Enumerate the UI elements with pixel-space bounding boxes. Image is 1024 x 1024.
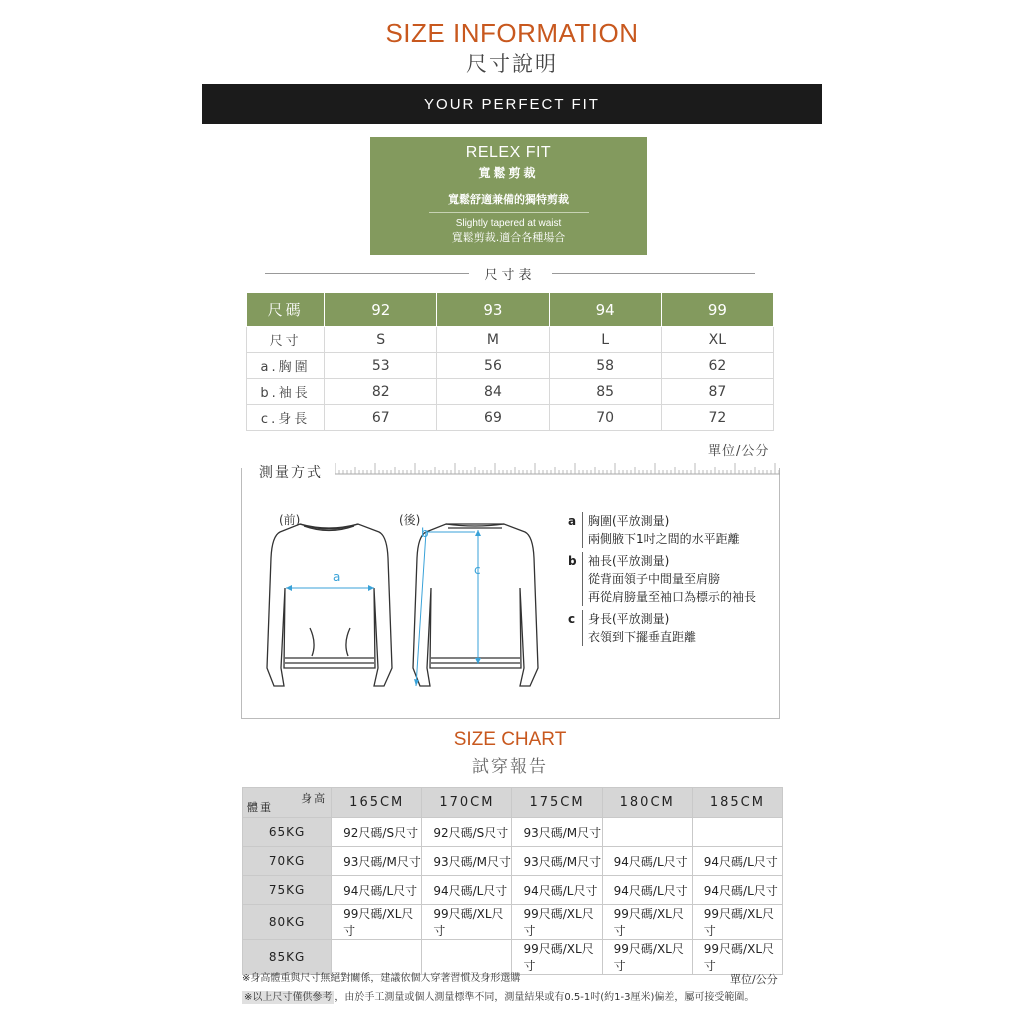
fit-info-box [370,137,647,255]
legend-line: 胸圍(平放測量) [588,514,670,528]
legend-line: 兩側腋下1吋之間的水平距離 [588,532,740,546]
fit-title-en: RELEX FIT [465,144,552,161]
legend-line: 身長(平放測量) [588,612,670,626]
height-header: 170CM [422,788,512,818]
table-cell: 92尺碼/S尺寸 [332,818,422,847]
ruler-decoration [335,463,780,475]
row-label: c.身長 [247,405,325,431]
sweater-back-diagram [408,518,543,693]
table-cell: 82 [325,379,437,405]
table-row [243,905,783,940]
table-row [243,818,783,847]
size-header-label: 尺碼 [247,293,325,327]
table-cell: 70 [549,405,661,431]
table-cell: 67 [325,405,437,431]
size-chart-title-zh: 試穿報告 [472,757,548,777]
table-cell: 93尺碼/M尺寸 [512,818,602,847]
table-row [243,876,783,905]
table-cell: 56 [437,353,549,379]
table-cell: 99尺碼/XL尺寸 [512,940,602,975]
height-header: 165CM [332,788,422,818]
size-header-col: 99 [661,293,773,327]
divider-line-left [265,273,469,274]
back-view-label: (後) [399,513,421,527]
table-cell: 99尺碼/XL尺寸 [692,905,782,940]
perfect-fit-banner: YOUR PERFECT FIT [202,84,822,124]
table-cell: 94尺碼/L尺寸 [512,876,602,905]
table-row [243,847,783,876]
weight-label: 85KG [243,940,332,975]
legend-line: 袖長(平放測量) [588,554,670,568]
table-cell: 94尺碼/L尺寸 [422,876,512,905]
table-row [247,327,774,353]
fit-report-header-row [243,788,783,818]
table-cell: 87 [661,379,773,405]
fit-description: 寬鬆舒適兼備的獨特剪裁 [429,191,589,213]
size-header-col: 94 [549,293,661,327]
table-cell: 94尺碼/L尺寸 [332,876,422,905]
table-cell: 85 [549,379,661,405]
table-row [247,379,774,405]
measurement-disclaimer [242,988,754,1003]
row-label: a.胸圍 [247,353,325,379]
front-view-label: (前) [279,513,301,527]
table-cell: 99尺碼/XL尺寸 [332,905,422,940]
height-header: 175CM [512,788,602,818]
table-cell: S [325,327,437,353]
size-chart-title-en: SIZE CHART [453,729,567,750]
table-cell [602,818,692,847]
table-cell: 94尺碼/L尺寸 [692,876,782,905]
row-label: b.袖長 [247,379,325,405]
table-cell: 93尺碼/M尺寸 [422,847,512,876]
legend-key: c [568,612,576,626]
legend-item-b [568,552,778,606]
weight-label: 70KG [243,847,332,876]
fit-note-en: Slightly tapered at waist [455,218,562,229]
measure-marker-a: a [333,570,341,584]
legend-body [582,552,756,606]
corner-weight-label: 體重 [247,801,273,814]
table-cell: 99尺碼/XL尺寸 [602,940,692,975]
size-table [246,292,774,431]
legend-line: 從背面領子中間量至肩膀 [588,572,721,586]
legend-key: a [568,514,577,528]
weight-label: 75KG [243,876,332,905]
table-cell: 99尺碼/XL尺寸 [422,905,512,940]
weight-label: 80KG [243,905,332,940]
measurement-title: 測量方式 [253,462,329,482]
table-cell: 62 [661,353,773,379]
corner-height-label: 身高 [301,792,328,805]
table-cell [692,818,782,847]
table-cell: 94尺碼/L尺寸 [602,876,692,905]
disclaimer-highlight: ※以上尺寸僅供參考 [244,992,333,1003]
fit-note-zh: 寬鬆剪裁.適合各種場合 [451,231,566,244]
divider-line-right [552,273,756,274]
legend-body [582,610,696,646]
table-row [247,405,774,431]
table-cell: 84 [437,379,549,405]
table-cell: 53 [325,353,437,379]
corner-cell [243,788,332,818]
sweater-front-diagram [262,518,397,693]
row-label: 尺寸 [247,327,325,353]
legend-line: 衣領到下擺垂直距離 [588,630,697,644]
disclaimer-text: ，由於手工測量或個人測量標準不同，測量結果或有0.5-1吋(約1-3厘米)偏差，屬可接受範圍。 [334,992,755,1003]
size-table-header-row [247,293,774,327]
table-cell: L [549,327,661,353]
page-title-zh: 尺寸說明 [466,52,558,76]
table-cell: M [437,327,549,353]
measurement-legend [568,512,778,650]
fit-title-zh: 寬鬆剪裁 [478,166,539,180]
table-row [247,353,774,379]
legend-key: b [568,554,577,568]
size-advice-note: ※身高體重與尺寸無絕對關係，建議依個人穿著習慣及身形選購 [242,973,521,984]
table-cell: 99尺碼/XL尺寸 [512,905,602,940]
table-cell: 72 [661,405,773,431]
size-unit-label: 單位/公分 [708,444,770,459]
size-table-heading [265,263,755,283]
page-title-en: SIZE INFORMATION [385,18,639,48]
table-cell: 93尺碼/M尺寸 [332,847,422,876]
measure-marker-c: c [474,563,481,577]
size-header-col: 92 [325,293,437,327]
legend-item-a [568,512,778,548]
size-header-col: 93 [437,293,549,327]
height-header: 180CM [602,788,692,818]
table-cell: 93尺碼/M尺寸 [512,847,602,876]
legend-item-c [568,610,778,646]
table-cell: 94尺碼/L尺寸 [602,847,692,876]
table-cell: 99尺碼/XL尺寸 [692,940,782,975]
size-table-title: 尺寸表 [484,267,536,283]
chart-unit-label: 單位/公分 [730,973,778,986]
table-cell: XL [661,327,773,353]
table-cell: 92尺碼/S尺寸 [422,818,512,847]
legend-body [582,512,740,548]
table-cell: 69 [437,405,549,431]
measure-marker-b: b [421,526,429,540]
table-cell: 94尺碼/L尺寸 [692,847,782,876]
fit-report-table [242,787,783,975]
height-header: 185CM [692,788,782,818]
table-cell: 99尺碼/XL尺寸 [602,905,692,940]
legend-line: 再從肩膀量至袖口為標示的袖長 [588,590,757,604]
weight-label: 65KG [243,818,332,847]
table-cell: 58 [549,353,661,379]
